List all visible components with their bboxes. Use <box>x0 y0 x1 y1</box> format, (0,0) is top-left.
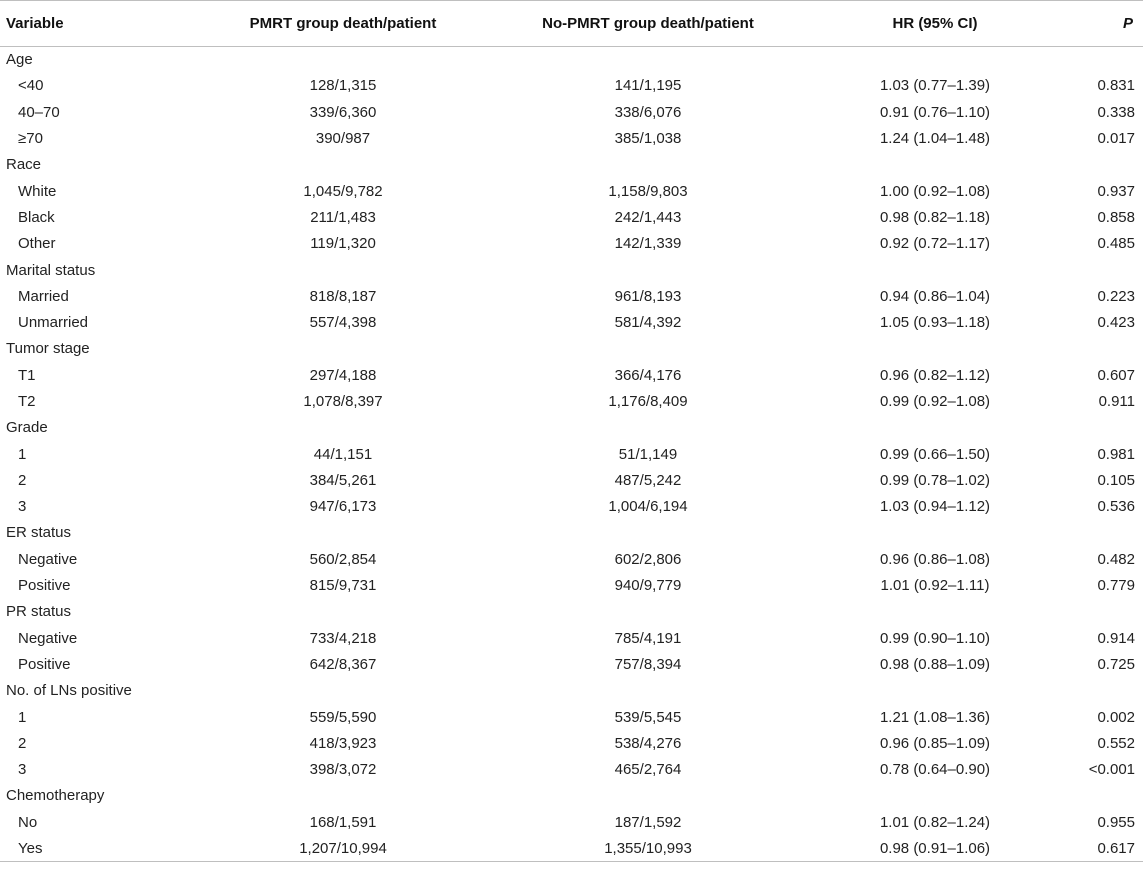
table-row <box>0 651 1143 677</box>
hr-cell: 0.96 (0.86–1.08) <box>879 550 991 568</box>
table-row <box>0 494 1143 520</box>
hr-cell: 0.98 (0.88–1.09) <box>879 655 991 673</box>
pmrt-cell: 642/8,367 <box>309 655 377 673</box>
p-value-cell: 0.607 <box>1097 366 1135 384</box>
hr-cell: 0.98 (0.91–1.06) <box>824 835 1046 861</box>
hr-cell: 0.99 (0.66–1.50) <box>879 445 991 463</box>
no-pmrt-cell: 602/2,806 <box>614 550 682 568</box>
pmrt-cell: 1,078/8,397 <box>303 393 383 410</box>
p-value-cell: 0.955 <box>1097 813 1135 831</box>
pmrt-cell: 398/3,072 <box>309 761 377 779</box>
table-row <box>0 546 1143 572</box>
hr-cell: 1.01 (0.82–1.24) <box>879 813 991 831</box>
subgroup-label: Black <box>18 208 55 226</box>
group-row <box>0 520 1143 546</box>
table-row <box>0 757 1143 783</box>
group-row <box>0 678 1143 704</box>
subgroup-label: 3 <box>18 498 27 516</box>
subgroup-label: T1 <box>18 366 36 384</box>
table-row <box>0 467 1143 493</box>
no-pmrt-cell: 142/1,339 <box>614 235 682 253</box>
subgroup-label: Negative <box>18 550 78 568</box>
hr-cell: 0.99 (0.78–1.02) <box>879 471 991 489</box>
header-row <box>0 1 1143 47</box>
hr-cell: 1.24 (1.04–1.48) <box>879 130 991 148</box>
hr-cell: 1.05 (0.93–1.18) <box>879 314 991 332</box>
group-label: PR status <box>6 603 72 621</box>
no-pmrt-cell: 338/6,076 <box>614 103 682 121</box>
subgroup-label: White <box>18 182 57 200</box>
table-row <box>0 835 1143 861</box>
table-row <box>0 388 1143 414</box>
group-row <box>0 783 1143 809</box>
group-label: Marital status <box>6 261 96 279</box>
p-value-cell: 0.725 <box>1097 655 1135 673</box>
p-value-cell: 0.423 <box>1097 314 1135 332</box>
no-pmrt-cell: 385/1,038 <box>614 130 682 148</box>
subgroup-label: ≥70 <box>18 130 43 148</box>
group-label: ER status <box>6 524 72 542</box>
pmrt-cell: 44/1,151 <box>313 445 373 463</box>
subgroup-label: 2 <box>18 471 27 489</box>
p-value-cell: 0.536 <box>1097 498 1135 516</box>
table-row <box>0 625 1143 651</box>
hr-cell: 0.96 (0.82–1.12) <box>879 366 991 384</box>
hr-cell: 1.00 (0.92–1.08) <box>879 182 991 200</box>
no-pmrt-cell: 487/5,242 <box>614 471 682 489</box>
table-row <box>0 730 1143 756</box>
pmrt-cell: 211/1,483 <box>310 208 376 226</box>
hr-cell: 0.91 (0.76–1.10) <box>879 103 991 121</box>
group-row <box>0 415 1143 441</box>
hr-cell: 0.96 (0.85–1.09) <box>879 734 991 752</box>
no-pmrt-cell: 538/4,276 <box>614 734 682 752</box>
group-label: Age <box>6 51 33 69</box>
subgroup-label: 1 <box>18 708 27 726</box>
p-value-cell: 0.105 <box>1097 471 1135 489</box>
table-row <box>0 231 1143 257</box>
p-value-cell: 0.017 <box>1097 130 1135 148</box>
table-row <box>0 309 1143 335</box>
pmrt-cell: 128/1,315 <box>309 77 377 95</box>
no-pmrt-cell: 1,176/8,409 <box>608 393 688 410</box>
hr-cell: 1.01 (0.92–1.11) <box>880 577 990 595</box>
no-pmrt-cell: 51/1,149 <box>618 445 678 463</box>
p-value-cell: 0.914 <box>1097 629 1135 647</box>
subgroup-label: <40 <box>18 77 44 95</box>
no-pmrt-cell: 581/4,392 <box>614 314 682 332</box>
no-pmrt-cell: 465/2,764 <box>614 761 682 779</box>
subgroup-label: Unmarried <box>18 314 89 332</box>
table-row <box>0 73 1143 99</box>
header-pmrt: PMRT group death/patient <box>214 1 472 47</box>
subgroup-label: No <box>18 813 38 831</box>
subgroup-label: Other <box>18 235 56 253</box>
table-row <box>0 362 1143 388</box>
hr-cell: 0.98 (0.82–1.18) <box>879 208 991 226</box>
p-value-cell: 0.831 <box>1097 77 1135 95</box>
table-header <box>0 1 1143 47</box>
p-value-cell: 0.981 <box>1097 445 1135 463</box>
table-row <box>0 704 1143 730</box>
no-pmrt-cell: 1,355/10,993 <box>472 835 824 861</box>
table-body <box>0 47 1143 862</box>
group-label: Grade <box>6 419 48 437</box>
no-pmrt-cell: 141/1,195 <box>614 77 682 95</box>
table-row <box>0 204 1143 230</box>
p-value-cell: <0.001 <box>1088 761 1135 779</box>
table-row <box>0 809 1143 835</box>
group-row <box>0 152 1143 178</box>
no-pmrt-cell: 539/5,545 <box>614 708 682 726</box>
p-value-cell: 0.911 <box>1098 393 1135 410</box>
pmrt-cell: 390/987 <box>315 130 371 148</box>
pmrt-cell: 168/1,591 <box>309 813 377 831</box>
p-value-cell: 0.617 <box>1046 835 1143 861</box>
group-row <box>0 257 1143 283</box>
group-label: Chemotherapy <box>6 787 105 805</box>
header-hr: HR (95% CI) <box>824 1 1046 47</box>
pmrt-cell: 818/8,187 <box>309 287 377 305</box>
group-row <box>0 47 1143 73</box>
p-value-cell: 0.779 <box>1097 577 1135 595</box>
subgroup-label: Negative <box>18 629 78 647</box>
pmrt-cell: 560/2,854 <box>309 550 377 568</box>
subgroup-label: Positive <box>18 577 71 595</box>
pmrt-cell: 384/5,261 <box>309 471 377 489</box>
hr-cell: 0.92 (0.72–1.17) <box>879 235 991 253</box>
p-value-cell: 0.552 <box>1097 734 1135 752</box>
group-label: No. of LNs positive <box>6 682 132 700</box>
pmrt-cell: 559/5,590 <box>309 708 377 726</box>
no-pmrt-cell: 785/4,191 <box>614 629 682 647</box>
pmrt-cell: 418/3,923 <box>309 734 377 752</box>
pmrt-cell: 557/4,398 <box>309 314 377 332</box>
table-row <box>0 572 1143 598</box>
hr-cell: 1.21 (1.08–1.36) <box>879 708 991 726</box>
hr-cell: 0.99 (0.90–1.10) <box>879 629 991 647</box>
pmrt-cell: 733/4,218 <box>309 629 377 647</box>
header-p-value: P <box>1046 1 1143 47</box>
no-pmrt-cell: 940/9,779 <box>614 577 682 595</box>
p-value-cell: 0.338 <box>1097 103 1135 121</box>
table-row <box>0 283 1143 309</box>
subgroup-label: T2 <box>18 393 36 410</box>
no-pmrt-cell: 1,004/6,194 <box>608 498 688 516</box>
header-variable: Variable <box>0 1 214 47</box>
table-row <box>0 441 1143 467</box>
pmrt-cell: 815/9,731 <box>309 577 377 595</box>
no-pmrt-cell: 1,158/9,803 <box>608 182 688 200</box>
pmrt-cell: 297/4,188 <box>309 366 377 384</box>
group-label: Tumor stage <box>6 340 90 358</box>
no-pmrt-cell: 366/4,176 <box>614 366 682 384</box>
subgroup-label: 40–70 <box>18 103 60 121</box>
group-label: Race <box>6 156 42 174</box>
no-pmrt-cell: 242/1,443 <box>614 208 682 226</box>
pmrt-cell: 1,045/9,782 <box>303 182 383 200</box>
subgroup-label: Positive <box>18 655 71 673</box>
no-pmrt-cell: 187/1,592 <box>614 813 682 831</box>
subgroup-label: 1 <box>18 445 27 463</box>
pmrt-cell: 947/6,173 <box>309 498 377 516</box>
p-value-cell: 0.482 <box>1097 550 1135 568</box>
hr-cell: 0.78 (0.64–0.90) <box>879 761 991 779</box>
hr-cell: 0.94 (0.86–1.04) <box>879 287 991 305</box>
group-row <box>0 336 1143 362</box>
hr-cell: 0.99 (0.92–1.08) <box>879 393 991 410</box>
subgroup-label: Married <box>18 287 69 305</box>
hr-cell: 1.03 (0.77–1.39) <box>879 77 991 95</box>
pmrt-cell: 119/1,320 <box>310 235 376 253</box>
no-pmrt-cell: 757/8,394 <box>614 655 682 673</box>
group-row <box>0 599 1143 625</box>
subgroup-label: 2 <box>18 734 27 752</box>
p-value-cell: 0.002 <box>1097 708 1135 726</box>
header-no-pmrt: No-PMRT group death/patient <box>472 1 824 47</box>
table-row <box>0 99 1143 125</box>
subgroup-label: Yes <box>0 835 214 861</box>
table-row <box>0 125 1143 151</box>
subgroup-label: 3 <box>18 761 27 779</box>
p-value-cell: 0.937 <box>1097 182 1135 200</box>
table-row <box>0 178 1143 204</box>
pmrt-cell: 1,207/10,994 <box>214 835 472 861</box>
pmrt-cell: 339/6,360 <box>309 103 377 121</box>
p-value-cell: 0.485 <box>1097 235 1135 253</box>
p-value-cell: 0.223 <box>1097 287 1135 305</box>
hr-cell: 1.03 (0.94–1.12) <box>879 498 991 516</box>
p-value-cell: 0.858 <box>1097 208 1135 226</box>
no-pmrt-cell: 961/8,193 <box>614 287 682 305</box>
